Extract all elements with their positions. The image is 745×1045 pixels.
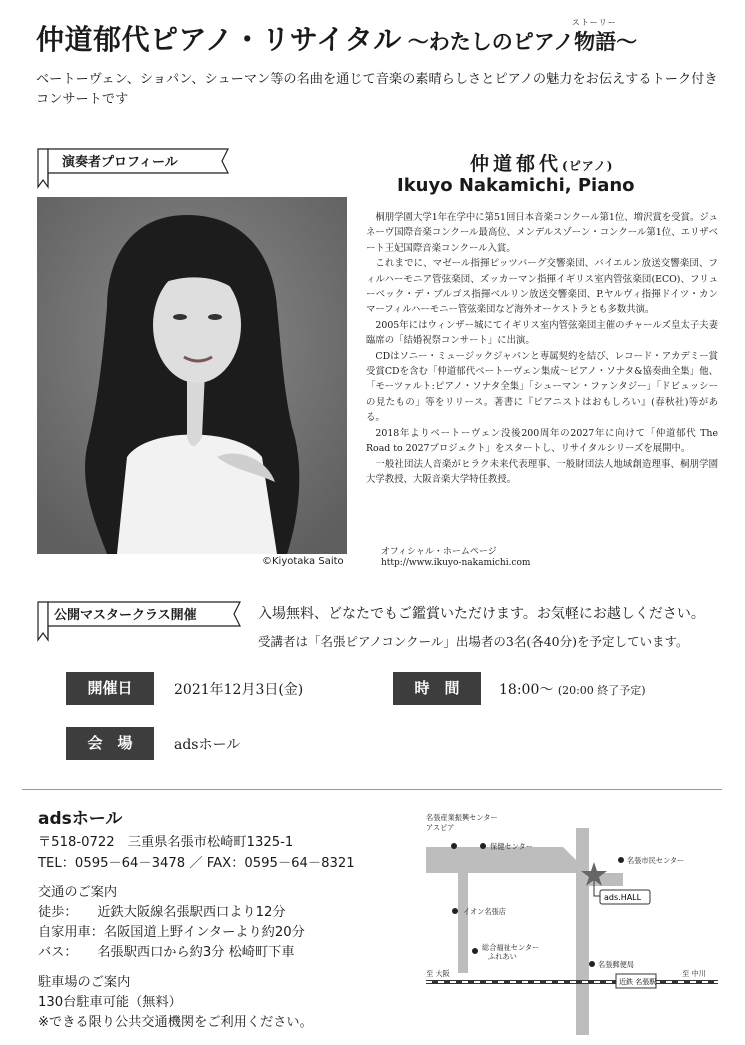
title-sub xyxy=(407,18,638,54)
access-map xyxy=(418,810,723,1035)
title-ruby: ストーリー xyxy=(571,18,617,27)
artist-name-en: Ikuyo Nakamichi, Piano xyxy=(397,175,635,196)
access-bus: バス： 名張駅西口から約3分 松崎町下車 xyxy=(38,945,295,960)
flyer-title xyxy=(36,18,637,58)
map-label-nakagawa: 至 中川 xyxy=(682,969,706,978)
artist-role: (ピアノ) xyxy=(562,159,614,173)
profile-ribbon xyxy=(36,145,236,173)
time-start: 18:00〜 xyxy=(499,682,554,698)
profile-ribbon-label: 演奏者プロフィール xyxy=(62,155,178,170)
portrait-image xyxy=(37,197,347,554)
venue-value: adsホール xyxy=(174,737,241,753)
pianist-photo xyxy=(37,197,347,554)
map-marker-icon xyxy=(452,908,458,914)
masterclass-ribbon-label: 公開マスタークラス開催 xyxy=(54,608,197,623)
intro-text: ベートーヴェン、ショパン、シューマン等の名曲を通じて音楽の素晴らしさとピアノの魅力をお伝えするトーク付きコンサートです xyxy=(36,72,718,107)
official-site-link[interactable]: http://www.ikuyo-nakamichi.com xyxy=(381,558,531,568)
official-site-label: オフィシャル・ホームページ xyxy=(381,547,497,557)
map-label-hoken: 保健センター xyxy=(490,842,533,851)
map-label-osaka: 至 大阪 xyxy=(426,969,450,978)
bio-paragraph: 2018年よりベートーヴェン没後200周年の2027年に向けて「仲道郁代 The Road to 2027プロジェクト」をスタートし、リサイタルシリーズを展開中。 xyxy=(366,427,718,455)
map-label-post: 名張郵便局 xyxy=(598,960,634,969)
parking-note: ※できる限り公共交通機関をご利用ください。 xyxy=(38,1015,313,1030)
map-label-shimin: 名張市民センター xyxy=(627,856,685,865)
map-label-aspia: アスピア xyxy=(426,823,455,832)
artist-name-ja-text: 仲道郁代 xyxy=(470,153,563,175)
access-title: 交通のご案内 xyxy=(38,885,118,900)
bio-paragraph: 一般社団法人音楽がヒラク未来代表理事、一般財団法人地域創造理事、桐朋学園大学教授、大阪音楽大学特任教授。 xyxy=(366,458,718,485)
map-marker-icon xyxy=(472,948,478,954)
time-note: (20:00 終了予定) xyxy=(557,684,646,697)
date-value: 2021年12月3日(金) xyxy=(174,682,304,698)
map-marker-icon xyxy=(589,961,595,967)
venue-phone: TEL：0595－64－3478 ／ FAX：0595－64－8321 xyxy=(38,856,355,871)
access-car: 自家用車：名阪国道上野インターより約20分 xyxy=(38,925,305,940)
map-marker-icon xyxy=(618,857,624,863)
artist-name-ja xyxy=(470,149,613,176)
bio-paragraph: これまでに、マゼール指揮ピッツバーグ交響楽団、バイエルン放送交響楽団、フィルハーモニア管弦楽団、ズッカーマン指揮イギリス室内管弦楽団(ECO)、フリューベック・デ・ブルゴス指揮ベルリン放送交響楽団、P.ヤルヴィ指揮ドイツ・カンマーフィルハーモニー管弦楽団など海外オーケストラとも多数共演。 xyxy=(366,258,718,316)
venue-address: 〒518-0722 三重県名張市松崎町1325-1 xyxy=(38,835,294,850)
map-marker-icon xyxy=(480,843,486,849)
venue-name: adsホール xyxy=(38,809,123,829)
title-main: 仲道郁代ピアノ・リサイタル xyxy=(36,23,402,56)
map-label-fukushi: 総合福祉センター xyxy=(482,943,540,952)
bio-paragraph: 桐朋学園大学1年在学中に第51回日本音楽コンクール第1位、増沢賞を受賞。ジュネーヴ国際音楽コンクール最高位、メンデルスゾーン・コンクール第1位、エリザベート王妃国際音楽コンクール入賞。 xyxy=(366,212,718,254)
map-roads xyxy=(426,828,623,1035)
access-walk: 徒歩： 近鉄大阪線名張駅西口より12分 xyxy=(38,905,286,920)
map-label-fureai: ふれあい xyxy=(488,952,517,961)
map-label-sangyo: 名張産業振興センター xyxy=(426,813,498,822)
venue-label: 会 場 xyxy=(66,727,154,760)
parking-title: 駐車場のご案内 xyxy=(38,975,131,990)
photo-credit: ©Kiyotaka Saito xyxy=(262,556,344,567)
map-station-label: 近鉄 名張駅 xyxy=(619,978,657,986)
map-label-aeon: イオン名張店 xyxy=(463,907,506,916)
map-marker-icon xyxy=(451,843,457,849)
divider xyxy=(22,789,722,790)
masterclass-line-1: 入場無料、どなたでもご鑑賞いただけます。お気軽にお越しください。 xyxy=(258,606,705,622)
title-sub-text: 〜わたしのピアノ物語〜 xyxy=(407,29,638,54)
bio-paragraph: CDはソニー・ミュージックジャパンと専属契約を結び、レコード・アカデミー賞受賞CDを含む「仲道郁代ベートーヴェン集成〜ピアノ・ソナタ&協奏曲全集」他、「モーツァルト:ピアノ・ソナタ全集」「シューマン・ファンタジー」「ドビュッシーの見たもの」等をリリース。著書に『ピアニストはおもしろい』(春秋社)等がある。 xyxy=(366,350,718,424)
time-value xyxy=(499,679,646,699)
bio-paragraph: 2005年にはウィンザー城にてイギリス室内管弦楽団主催のチャールズ皇太子夫妻臨席の「結婚祝祭コンサート」に出演。 xyxy=(366,319,718,347)
time-label: 時 間 xyxy=(393,672,481,705)
masterclass-ribbon xyxy=(36,598,246,626)
date-label: 開催日 xyxy=(66,672,154,705)
parking-count: 130台駐車可能（無料） xyxy=(38,995,182,1010)
masterclass-line-2: 受講者は「名張ピアノコンクール」出場者の3名(各40分)を予定しています。 xyxy=(258,634,689,649)
artist-bio xyxy=(366,210,718,487)
svg-text:ads.HALL: ads.HALL xyxy=(604,893,642,902)
